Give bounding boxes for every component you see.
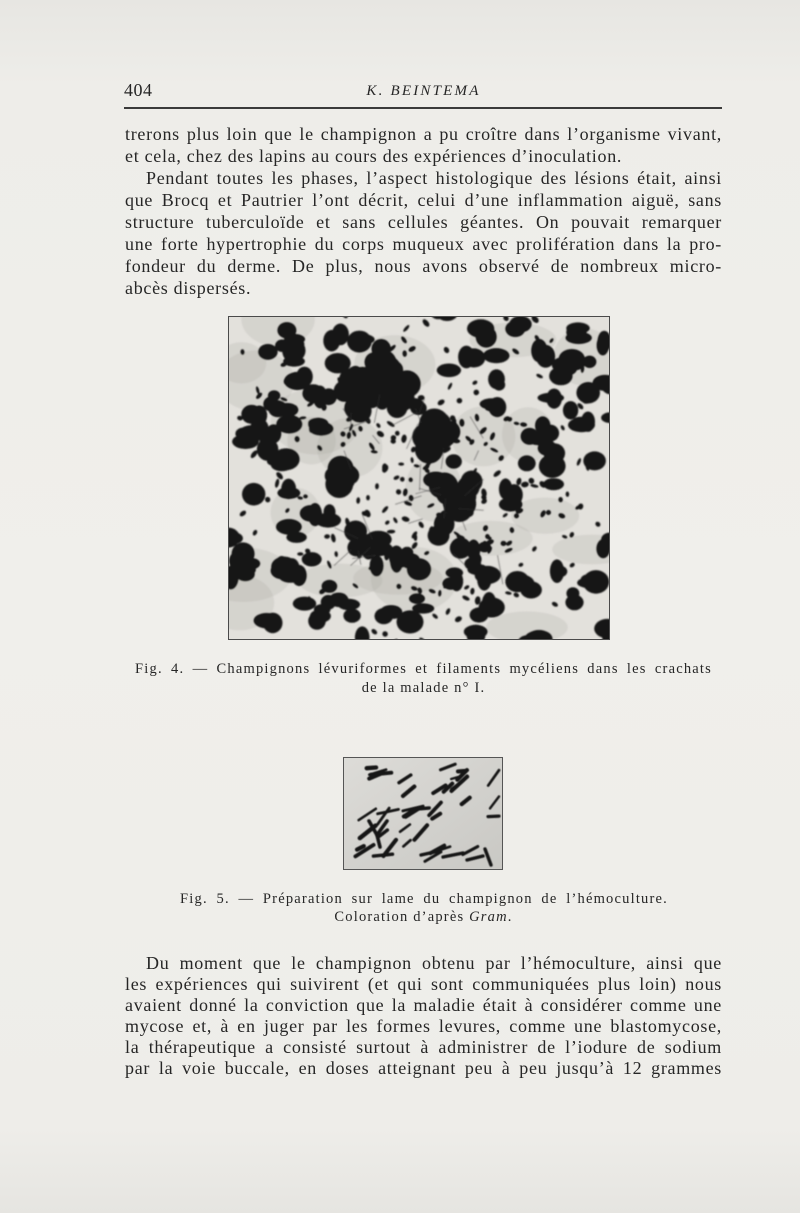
background-haze <box>451 406 515 466</box>
text-line: abcès dispersés. <box>125 278 252 298</box>
yeast-cell-cluster <box>258 344 278 360</box>
dark-cell-mass <box>431 472 459 500</box>
yeast-cell-cluster <box>251 405 267 425</box>
text-line: que Brocq et Pautrier l’ont décrit, celui d’une inflammation aiguë, sans <box>125 190 722 210</box>
yeast-cell-cluster <box>277 322 296 339</box>
header-rule <box>124 107 722 109</box>
yeast-cell-cluster <box>446 454 462 468</box>
fungal-rod <box>367 768 376 769</box>
text-line: Pendant toutes les phases, l’aspect histologique des lésions était, ainsi <box>146 168 722 188</box>
caption-italic-term: Gram <box>469 909 508 925</box>
text-line: fondeur du derme. De plus, nous avons observé de nombreux micro- <box>125 256 722 276</box>
yeast-cell-cluster <box>488 397 506 417</box>
text-line: avaient donné la conviction que la maladie était à considérer comme une <box>125 995 722 1015</box>
yeast-cell-cluster <box>563 401 578 419</box>
caption-period: . <box>507 909 513 925</box>
yeast-cell-cluster <box>276 519 302 535</box>
yeast-cell-cluster <box>531 339 547 363</box>
yeast-cell-cluster <box>302 552 322 566</box>
yeast-cell-cluster <box>535 416 551 434</box>
caption-text: Coloration d’après <box>334 909 465 925</box>
yeast-cell-cluster <box>321 595 336 610</box>
yeast-cell-cluster <box>351 334 375 345</box>
yeast-cell-cluster <box>518 455 536 471</box>
yeast-cell-cluster <box>467 319 494 338</box>
yeast-cell-cluster <box>277 487 300 499</box>
yeast-cell-cluster <box>284 372 311 390</box>
yeast-cell-cluster <box>583 356 597 369</box>
fungal-rod <box>458 771 465 772</box>
text-line: les expériences qui suivirent (et qui sont communiquées plus loin) nous <box>125 974 722 994</box>
yeast-cell-cluster <box>412 603 434 613</box>
yeast-cell-cluster <box>483 348 510 363</box>
yeast-cell-cluster <box>552 357 577 374</box>
yeast-cell-cluster <box>271 557 297 577</box>
fungal-rod <box>488 816 499 817</box>
figure-4-caption-line-1: Fig. 4. — Champignons lévuriformes et filaments mycéliens dans les crachats <box>135 661 712 677</box>
yeast-cell-cluster <box>566 587 579 599</box>
yeast-cell-cluster <box>232 434 259 449</box>
running-title: K. BEINTEMA <box>366 83 481 99</box>
yeast-cell-cluster <box>464 557 481 570</box>
yeast-cell-cluster <box>282 336 305 352</box>
yeast-cell-cluster <box>581 575 595 586</box>
yeast-cell-cluster <box>538 393 565 403</box>
yeast-cell-cluster <box>543 478 564 490</box>
figure-5 <box>343 757 503 870</box>
yeast-cell-cluster <box>488 369 505 389</box>
yeast-cell-cluster <box>409 593 425 604</box>
figure-5-caption-line-2 <box>125 908 722 927</box>
yeast-cell-cluster <box>554 566 567 577</box>
figure-4 <box>228 316 610 640</box>
text-line: Du moment que le champignon obtenu par l’hémoculture, ainsi que <box>146 953 722 973</box>
yeast-cell-cluster <box>246 493 263 505</box>
fungal-rod <box>418 808 429 809</box>
yeast-cell-cluster <box>263 613 283 634</box>
yeast-cell-cluster <box>365 531 392 548</box>
paragraph-1 <box>125 123 722 299</box>
yeast-cell-cluster <box>576 382 600 404</box>
yeast-cell-cluster <box>293 597 316 611</box>
yeast-cell-cluster <box>229 533 243 544</box>
yeast-cell-cluster <box>271 458 293 471</box>
figure-5-caption-line-1: Fig. 5. — Préparation sur lame du champignon de l’hémoculture. <box>180 891 668 907</box>
yeast-cell-cluster <box>565 332 592 344</box>
text-line: la thérapeutique a consisté surtout à administrer de l’iodure de sodium <box>125 1037 722 1057</box>
yeast-cell-cluster <box>482 592 497 616</box>
figure-4-micrograph <box>228 316 610 640</box>
yeast-cell-cluster <box>458 346 475 369</box>
figure-5-slide-preparation <box>343 757 503 870</box>
text-line: structure tuberculoïde et sans cellules géantes. On pouvait remarquer <box>125 212 722 232</box>
yeast-cell-cluster <box>568 418 595 432</box>
text-line: une forte hypertrophie du corps muqueux avec prolifération dans la pro- <box>125 234 722 254</box>
yeast-cell-cluster <box>245 558 261 569</box>
yeast-cell-cluster <box>310 610 331 623</box>
text-line: mycose et, à en juger par les formes levures, comme une blastomycose, <box>125 1016 722 1036</box>
text-line: trerons plus loin que le champignon a pu croître dans l’organisme vivant, <box>125 124 722 144</box>
yeast-cell-cluster <box>509 316 532 333</box>
yeast-cell-cluster <box>332 324 349 346</box>
yeast-cell-cluster <box>505 571 529 592</box>
figure-4-caption-line-2: de la malade n° I. <box>361 680 486 696</box>
text-line: par la voie buccale, en doses atteignant peu à peu jusqu’à 12 grammes <box>125 1058 722 1078</box>
yeast-cell-cluster <box>343 609 360 623</box>
yeast-cell-cluster <box>539 454 566 478</box>
yeast-cell-cluster <box>315 513 341 528</box>
text-line: et cela, chez des lapins au cours des expériences d’inoculation. <box>125 146 623 166</box>
yeast-cell-cluster <box>464 625 488 639</box>
page-number: 404 <box>124 80 153 100</box>
paragraph-2 <box>125 953 722 1079</box>
yeast-cell-cluster <box>437 364 461 378</box>
